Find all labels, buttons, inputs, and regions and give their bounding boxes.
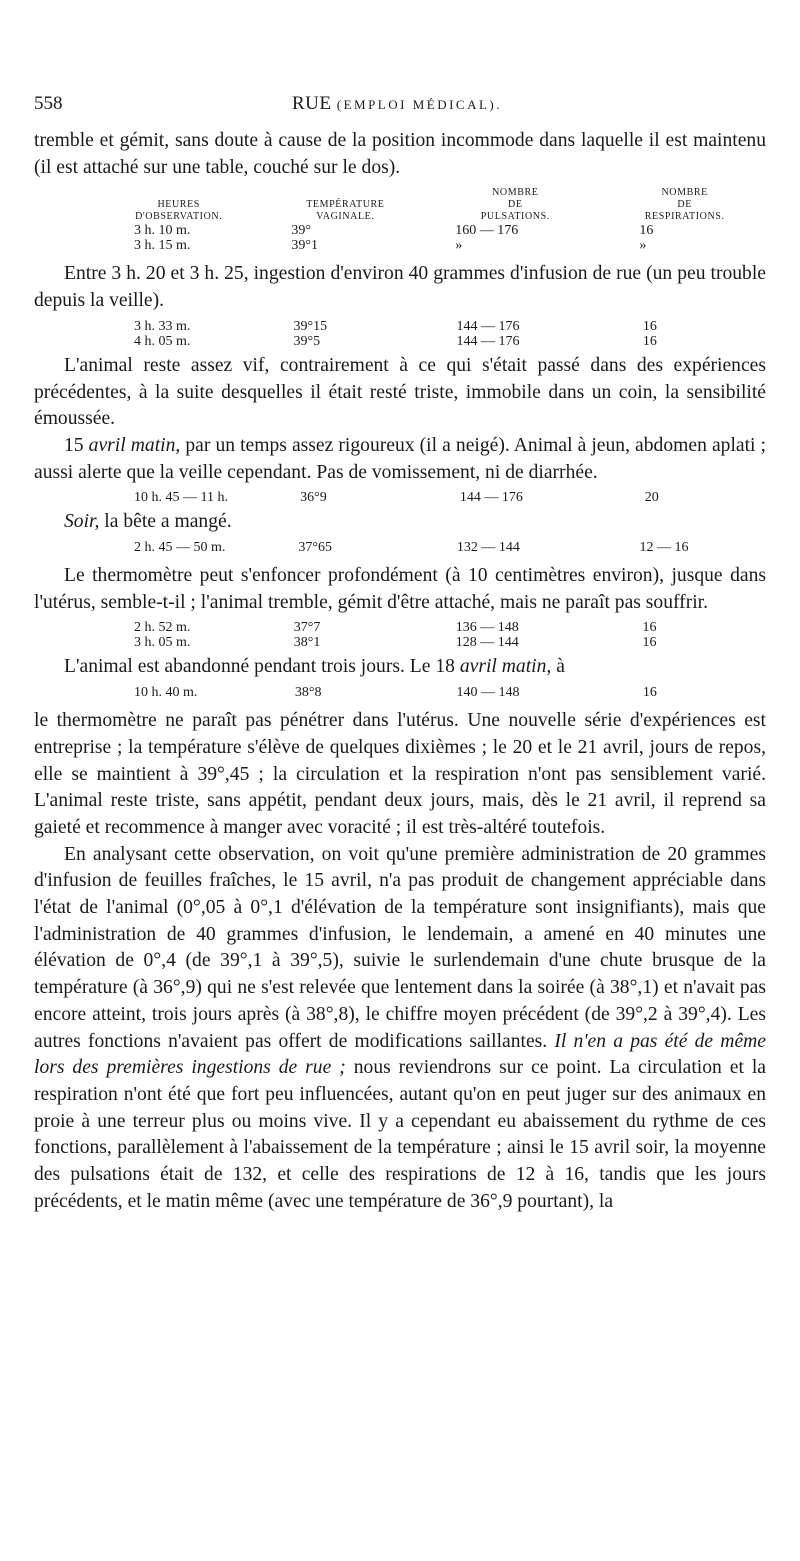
table-row: 2 h. 52 m. 37°7 136 — 148 16 <box>134 620 657 636</box>
paragraph: tremble et gémit, sans doute à cause de la position incommode dans laquelle il est maintenu (il est attaché sur une table, couché sur le dos). <box>34 130 766 178</box>
observation-table-6 <box>34 685 766 700</box>
observation-table-3 <box>34 490 766 505</box>
paragraph: L'animal reste assez vif, contrairement à ce qui s'était passé dans des expériences précédentes, à la suite desquelles il était resté triste, immobile dans un coin, la sensibilité émoussée. <box>34 354 766 430</box>
table-row: 3 h. 10 m. 39° 160 — 176 16 <box>134 223 654 239</box>
paragraph: Soir, la bête a mangé. <box>64 511 232 533</box>
col-header-hours: HEURES D'OBSERVATION. <box>135 199 223 223</box>
table-header-row <box>34 187 766 223</box>
page-number: 558 <box>34 93 63 114</box>
col-header-respirations: NOMBRE DE RESPIRATIONS. <box>644 187 725 223</box>
col-header-pulsations: NOMBRE DE PULSATIONS. <box>480 187 550 223</box>
running-header <box>34 93 764 119</box>
paragraph: Le thermomètre peut s'enfoncer profondément (à 10 centimètres environ), jusque dans l'utérus, semble-t-il ; l'animal tremble, gémit d'être attaché, mais ne paraît pas souffrir. <box>34 565 766 613</box>
title-main: RUE <box>292 93 332 114</box>
observation-table-2 <box>34 319 766 349</box>
paragraph: le thermomètre ne paraît pas pénétrer dans l'utérus. Une nouvelle série d'expériences est entreprise ; la température s'élève de quelques dixièmes ; le 20 et le 21 avril, jours de repos, elle se maintient à 39°,45 ; la circulation et la respiration n'ont pas sensiblement varié. L'animal reste triste, sans appétit, pendant deux jours, mais, dès le 21 avril, il reprend sa gaieté et recommence à manger avec voracité ; il est très-altéré toutefois. <box>34 710 766 838</box>
title-sub: (EMPLOI MÉDICAL). <box>336 97 503 112</box>
paragraph: Entre 3 h. 20 et 3 h. 25, ingestion d'environ 40 grammes d'infusion de rue (un peu trouble depuis la veille). <box>34 263 766 312</box>
running-title <box>292 93 502 115</box>
table-row: 10 h. 45 — 11 h. 36°9 144 — 176 20 <box>134 490 659 506</box>
observation-table-4 <box>34 540 766 555</box>
observation-table-1 <box>34 187 766 253</box>
table-row: 3 h. 05 m. 38°1 128 — 144 16 <box>134 635 657 651</box>
table-row: 10 h. 40 m. 38°8 140 — 148 16 <box>134 685 657 701</box>
col-header-temperature: TEMPÉRATURE VAGINALE. <box>306 199 385 223</box>
page-body <box>34 128 766 1216</box>
table-row: 3 h. 33 m. 39°15 144 — 176 16 <box>134 318 657 334</box>
table-row: 4 h. 05 m. 39°5 144 — 176 16 <box>134 333 657 349</box>
paragraph: En analysant cette observation, on voit qu'une première administration de 20 grammes d'infusion de feuilles fraîches, le 15 avril, n'a pas produit de changement appréciable dans l'état de l'animal (0°,05 à 0°,1 d'élévation de la température sont insignifiants), mais que l'administration de 40 grammes d'infusion, le lendemain, a amené en 40 minutes une élévation de 0°,4 (de 39°,1 à 39°,5), suivie le surlendemain d'une chute brusque de la température (à 36°,9) qui ne s'est relevée que lentement dans la soirée (à 38°,1) et n'avait pas encore atteint, trois jours après (à 38°,8), le chiffre moyen précédent (de 39°,2 à 39°,4). Les autres fonctions n'avaient pas offert de modifications saillantes. Il n'en a pas été de même lors des premières ingestions de rue ; nous reviendrons sur ce point. La circulation et la respiration n'ont été que fort peu influencées, autant qu'on en peut juger sur des animaux en proie à une terreur plus ou moins vive. Il y a cependant eu abaissement du rythme de ces fonctions, parallèlement à l'abaissement de la température ; ainsi le 15 avril soir, la moyenne des pulsations était de 132, et celle des respirations de 12 à 16, tandis que les jours précédents, et le matin même (avec une température de 36°,9 pourtant), la <box>34 843 766 1212</box>
paragraph: L'animal est abandonné pendant trois jours. Le 18 avril matin, à <box>64 656 565 678</box>
table-row: 2 h. 45 — 50 m. 37°65 132 — 144 12 — 16 <box>134 540 689 556</box>
paragraph: 15 avril matin, par un temps assez rigoureux (il a neigé). Animal à jeun, abdomen aplati ; aussi alerte que la veille cependant. Pas de vomissement, ni de diarrhée. <box>34 434 766 483</box>
observation-table-5 <box>34 620 766 650</box>
table-row: 3 h. 15 m. 39°1 » » <box>134 238 647 254</box>
